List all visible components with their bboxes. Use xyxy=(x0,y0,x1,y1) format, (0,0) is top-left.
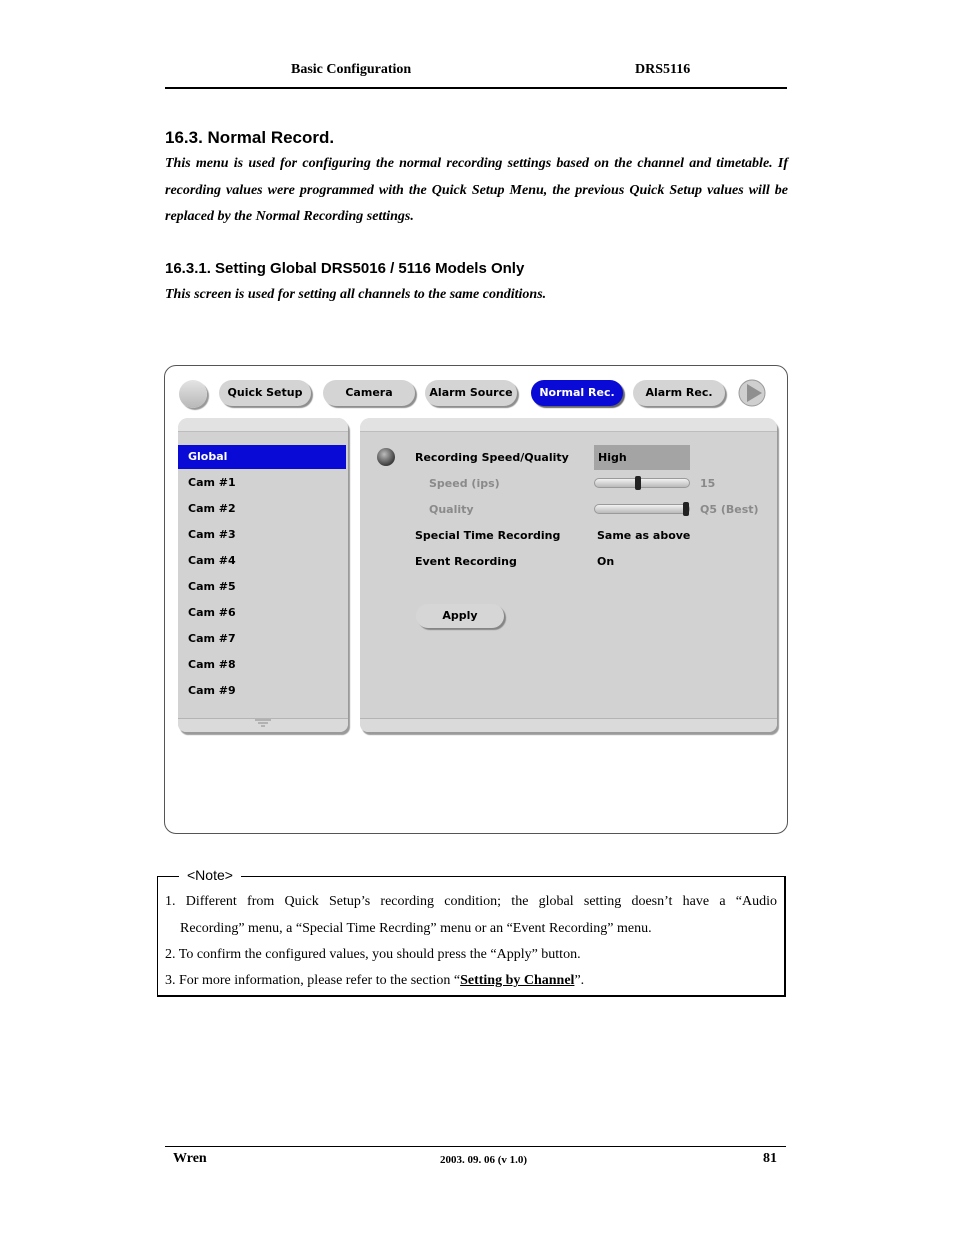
tab-alarm-source[interactable]: Alarm Source xyxy=(425,380,517,406)
channel-item-cam1[interactable]: Cam #1 xyxy=(188,476,236,489)
subsection-desc: This screen is used for setting all channels to the same conditions. xyxy=(165,287,547,302)
channel-item-global[interactable]: Global xyxy=(178,445,346,469)
channel-item-cam3[interactable]: Cam #3 xyxy=(188,528,236,541)
footer-company: Wren xyxy=(173,1151,207,1166)
channel-item-cam5[interactable]: Cam #5 xyxy=(188,580,236,593)
arrow-right-icon[interactable] xyxy=(738,379,766,407)
section-intro: This menu is used for configuring the normal recording settings based on the channel and timetable. If recording values were programmed with the Quick Setup Menu, the previous Quick Setup values will be replaced by the Normal Recording settings. xyxy=(165,156,788,224)
channel-item-cam8[interactable]: Cam #8 xyxy=(188,658,236,671)
tab-normal-rec[interactable]: Normal Rec. xyxy=(531,380,623,406)
channel-item-cam2[interactable]: Cam #2 xyxy=(188,502,236,515)
speed-slider-thumb[interactable] xyxy=(635,476,641,490)
quality-value: Q5 (Best) xyxy=(700,503,759,516)
speed-slider[interactable] xyxy=(594,478,690,488)
section-title: 16.3. Normal Record. xyxy=(165,128,335,147)
quality-slider-thumb[interactable] xyxy=(683,502,689,516)
setting-by-channel-link[interactable]: Setting by Channel xyxy=(460,973,575,988)
quality-label: Quality xyxy=(429,503,474,516)
tab-alarm-rec[interactable]: Alarm Rec. xyxy=(633,380,725,406)
note-item-1-line-1: 1. Different from Quick Setup’s recording condition; the global setting doesn’t have a “Audio xyxy=(165,894,777,909)
page-number: 81 xyxy=(763,1151,777,1166)
special-time-value[interactable]: Same as above xyxy=(597,529,691,542)
note-item-3-prefix: 3. For more information, please refer to the section “ xyxy=(165,973,461,988)
channel-item-cam9[interactable]: Cam #9 xyxy=(188,684,236,697)
header-rule xyxy=(165,87,787,89)
speed-value: 15 xyxy=(700,477,716,490)
note-item-1-line-2: Recording” menu, a “Special Time Recrding” menu or an “Event Recording” menu. xyxy=(180,921,652,936)
header-title: Basic Configuration xyxy=(291,62,412,77)
note-item-2: 2. To confirm the configured values, you should press the “Apply” button. xyxy=(165,947,581,962)
scroll-down-icon[interactable] xyxy=(255,719,271,729)
channel-item-cam7[interactable]: Cam #7 xyxy=(188,632,236,645)
screenshot-frame xyxy=(164,365,788,834)
channel-item-cam4[interactable]: Cam #4 xyxy=(188,554,236,567)
note-title: <Note> xyxy=(179,867,241,883)
panel-top-bar xyxy=(360,418,777,432)
speed-quality-value[interactable]: High xyxy=(594,445,690,470)
selection-bullet-icon xyxy=(377,448,395,466)
settings-panel xyxy=(360,418,777,732)
panel-top-bar xyxy=(178,418,348,432)
quality-slider[interactable] xyxy=(594,504,690,514)
channel-list-panel xyxy=(178,418,348,732)
nav-back-button[interactable] xyxy=(179,380,207,408)
event-recording-value[interactable]: On xyxy=(597,555,615,568)
footer-date: 2003. 09. 06 (v 1.0) xyxy=(440,1154,528,1166)
special-time-label: Special Time Recording xyxy=(415,529,561,542)
tab-camera[interactable]: Camera xyxy=(323,380,415,406)
header-model: DRS5116 xyxy=(635,62,691,77)
note-item-3 xyxy=(165,968,777,994)
note-item-3-suffix: ”. xyxy=(574,973,585,988)
speed-label: Speed (ips) xyxy=(429,477,500,490)
panel-bottom-bar xyxy=(360,718,777,732)
subsection-title: 16.3.1. Setting Global DRS5016 / 5116 Models Only xyxy=(165,260,525,277)
footer-rule xyxy=(165,1146,786,1147)
speed-quality-label: Recording Speed/Quality xyxy=(415,451,569,464)
apply-button[interactable]: Apply xyxy=(416,604,504,628)
tab-quick-setup[interactable]: Quick Setup xyxy=(219,380,311,406)
channel-item-cam6[interactable]: Cam #6 xyxy=(188,606,236,619)
event-recording-label: Event Recording xyxy=(415,555,517,568)
